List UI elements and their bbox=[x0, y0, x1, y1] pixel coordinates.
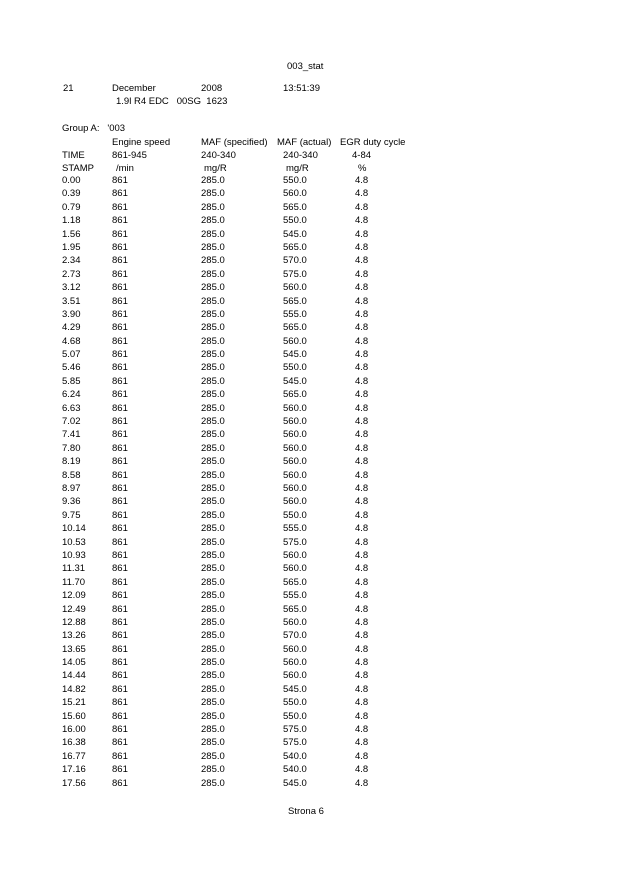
egr-duty-cell: 4.8 bbox=[355, 215, 369, 227]
time-cell: 14.82 bbox=[62, 683, 86, 695]
table-row bbox=[0, 684, 620, 697]
maf-specified-cell: 285.0 bbox=[201, 496, 225, 508]
time-cell: 5.46 bbox=[62, 362, 81, 374]
engine-speed-cell: 861 bbox=[112, 322, 128, 334]
engine-speed-cell: 861 bbox=[112, 643, 128, 655]
egr-duty-cell: 4.8 bbox=[355, 389, 369, 401]
engine-speed-cell: 861 bbox=[112, 496, 128, 508]
table-row bbox=[0, 778, 620, 791]
time-cell: 1.95 bbox=[62, 241, 81, 253]
egr-duty-cell: 4.8 bbox=[355, 442, 369, 454]
egr-duty-cell: 4.8 bbox=[355, 282, 369, 294]
time-cell: 9.75 bbox=[62, 509, 81, 521]
table-row bbox=[0, 550, 620, 563]
header-engine-speed-range: 861-945 bbox=[112, 150, 147, 161]
maf-specified-cell: 285.0 bbox=[201, 175, 225, 186]
time-cell: 6.24 bbox=[62, 389, 81, 401]
table-row bbox=[0, 737, 620, 750]
egr-duty-cell: 4.8 bbox=[355, 724, 369, 736]
table-row bbox=[0, 309, 620, 322]
engine-speed-cell: 861 bbox=[112, 416, 128, 428]
table-row bbox=[0, 644, 620, 657]
engine-speed-cell: 861 bbox=[112, 456, 128, 468]
maf-specified-cell: 285.0 bbox=[201, 375, 225, 387]
maf-actual-cell: 560.0 bbox=[283, 402, 307, 414]
maf-specified-cell: 285.0 bbox=[201, 429, 225, 441]
time-cell: 7.80 bbox=[62, 442, 81, 454]
table-row bbox=[0, 443, 620, 456]
date-year: 2008 bbox=[201, 83, 223, 94]
egr-duty-cell: 4.8 bbox=[355, 576, 369, 588]
engine-speed-cell: 861 bbox=[112, 282, 128, 294]
maf-specified-cell: 285.0 bbox=[201, 683, 225, 695]
maf-specified-cell: 285.0 bbox=[201, 215, 225, 227]
egr-duty-cell: 4.8 bbox=[355, 777, 369, 789]
table-row bbox=[0, 483, 620, 496]
maf-actual-cell: 565.0 bbox=[283, 389, 307, 401]
time-cell: 9.36 bbox=[62, 496, 81, 508]
engine-speed-cell: 861 bbox=[112, 362, 128, 374]
header-maf-actual: MAF (actual) bbox=[277, 137, 332, 148]
header-egr-range: 4-84 bbox=[352, 150, 372, 161]
egr-duty-cell: 4.8 bbox=[355, 322, 369, 334]
egr-duty-cell: 4.8 bbox=[355, 630, 369, 642]
time-cell: 17.16 bbox=[62, 764, 86, 776]
maf-specified-cell: 285.0 bbox=[201, 482, 225, 494]
maf-actual-cell: 565.0 bbox=[283, 576, 307, 588]
table-row bbox=[0, 724, 620, 737]
maf-actual-cell: 575.0 bbox=[283, 536, 307, 548]
maf-actual-cell: 560.0 bbox=[283, 563, 307, 575]
time-cell: 15.60 bbox=[62, 710, 86, 722]
time-cell: 1.56 bbox=[62, 228, 81, 240]
time-cell: 8.97 bbox=[62, 482, 81, 494]
maf-specified-cell: 285.0 bbox=[201, 188, 225, 200]
maf-actual-cell: 560.0 bbox=[283, 188, 307, 200]
engine-speed-cell: 861 bbox=[112, 349, 128, 361]
engine-speed-cell: 861 bbox=[112, 215, 128, 227]
time-cell: 15.21 bbox=[62, 697, 86, 709]
maf-specified-cell: 285.0 bbox=[201, 630, 225, 642]
table-row bbox=[0, 229, 620, 242]
maf-specified-cell: 285.0 bbox=[201, 697, 225, 709]
time-cell: 3.51 bbox=[62, 295, 81, 307]
time-stamp: 13:51:39 bbox=[283, 83, 320, 94]
egr-duty-cell: 4.8 bbox=[355, 657, 369, 669]
time-cell: 5.07 bbox=[62, 349, 81, 361]
maf-specified-cell: 285.0 bbox=[201, 576, 225, 588]
table-row bbox=[0, 188, 620, 201]
engine-speed-cell: 861 bbox=[112, 657, 128, 669]
time-cell: 7.02 bbox=[62, 416, 81, 428]
engine-speed-cell: 861 bbox=[112, 563, 128, 575]
table-row bbox=[0, 429, 620, 442]
maf-specified-cell: 285.0 bbox=[201, 469, 225, 481]
table-body bbox=[0, 175, 620, 791]
engine-speed-cell: 861 bbox=[112, 482, 128, 494]
egr-duty-cell: 4.8 bbox=[355, 469, 369, 481]
maf-specified-cell: 285.0 bbox=[201, 241, 225, 253]
table-row bbox=[0, 496, 620, 509]
header-maf-actual-unit: mg/R bbox=[286, 163, 309, 174]
time-cell: 13.26 bbox=[62, 630, 86, 642]
time-cell: 4.68 bbox=[62, 335, 81, 347]
time-cell: 14.44 bbox=[62, 670, 86, 682]
maf-actual-cell: 545.0 bbox=[283, 228, 307, 240]
egr-duty-cell: 4.8 bbox=[355, 175, 369, 186]
table-row bbox=[0, 537, 620, 550]
engine-speed-cell: 861 bbox=[112, 375, 128, 387]
egr-duty-cell: 4.8 bbox=[355, 683, 369, 695]
engine-speed-cell: 861 bbox=[112, 737, 128, 749]
egr-duty-cell: 4.8 bbox=[355, 603, 369, 615]
maf-specified-cell: 285.0 bbox=[201, 389, 225, 401]
maf-actual-cell: 560.0 bbox=[283, 456, 307, 468]
header-maf-specified-unit: mg/R bbox=[204, 163, 227, 174]
maf-specified-cell: 285.0 bbox=[201, 416, 225, 428]
table-row bbox=[0, 764, 620, 777]
time-cell: 0.79 bbox=[62, 201, 81, 213]
time-cell: 10.93 bbox=[62, 549, 86, 561]
maf-specified-cell: 285.0 bbox=[201, 657, 225, 669]
header-maf-specified: MAF (specified) bbox=[201, 137, 268, 148]
time-cell: 17.56 bbox=[62, 777, 86, 789]
time-cell: 12.88 bbox=[62, 616, 86, 628]
maf-actual-cell: 545.0 bbox=[283, 777, 307, 789]
table-row bbox=[0, 510, 620, 523]
maf-specified-cell: 285.0 bbox=[201, 402, 225, 414]
maf-actual-cell: 545.0 bbox=[283, 375, 307, 387]
maf-actual-cell: 560.0 bbox=[283, 429, 307, 441]
maf-actual-cell: 560.0 bbox=[283, 616, 307, 628]
egr-duty-cell: 4.8 bbox=[355, 496, 369, 508]
engine-speed-cell: 861 bbox=[112, 429, 128, 441]
egr-duty-cell: 4.8 bbox=[355, 710, 369, 722]
maf-specified-cell: 285.0 bbox=[201, 228, 225, 240]
time-cell: 10.14 bbox=[62, 523, 86, 535]
header-maf-specified-range: 240-340 bbox=[201, 150, 236, 161]
maf-actual-cell: 560.0 bbox=[283, 643, 307, 655]
egr-duty-cell: 4.8 bbox=[355, 308, 369, 320]
table-row bbox=[0, 751, 620, 764]
table-row bbox=[0, 657, 620, 670]
time-cell: 13.65 bbox=[62, 643, 86, 655]
maf-actual-cell: 575.0 bbox=[283, 724, 307, 736]
egr-duty-cell: 4.8 bbox=[355, 295, 369, 307]
maf-actual-cell: 570.0 bbox=[283, 630, 307, 642]
engine-speed-cell: 861 bbox=[112, 724, 128, 736]
engine-speed-cell: 861 bbox=[112, 175, 128, 186]
engine-speed-cell: 861 bbox=[112, 308, 128, 320]
maf-specified-cell: 285.0 bbox=[201, 308, 225, 320]
maf-specified-cell: 285.0 bbox=[201, 590, 225, 602]
time-cell: 8.19 bbox=[62, 456, 81, 468]
maf-actual-cell: 560.0 bbox=[283, 670, 307, 682]
time-cell: 6.63 bbox=[62, 402, 81, 414]
maf-specified-cell: 285.0 bbox=[201, 335, 225, 347]
table-row bbox=[0, 563, 620, 576]
egr-duty-cell: 4.8 bbox=[355, 416, 369, 428]
maf-actual-cell: 560.0 bbox=[283, 442, 307, 454]
time-cell: 2.73 bbox=[62, 268, 81, 280]
engine-speed-cell: 861 bbox=[112, 268, 128, 280]
table-row bbox=[0, 175, 620, 188]
table-row bbox=[0, 202, 620, 215]
table-row bbox=[0, 362, 620, 375]
egr-duty-cell: 4.8 bbox=[355, 456, 369, 468]
maf-actual-cell: 540.0 bbox=[283, 750, 307, 762]
time-cell: 4.29 bbox=[62, 322, 81, 334]
table-row bbox=[0, 349, 620, 362]
header-engine-speed-unit: /min bbox=[116, 163, 134, 174]
document-title: 003_stat bbox=[287, 61, 324, 72]
maf-actual-cell: 565.0 bbox=[283, 241, 307, 253]
table-row bbox=[0, 215, 620, 228]
maf-actual-cell: 555.0 bbox=[283, 523, 307, 535]
table-row bbox=[0, 376, 620, 389]
maf-specified-cell: 285.0 bbox=[201, 523, 225, 535]
time-cell: 11.31 bbox=[62, 563, 86, 575]
maf-specified-cell: 285.0 bbox=[201, 750, 225, 762]
maf-specified-cell: 285.0 bbox=[201, 724, 225, 736]
maf-actual-cell: 550.0 bbox=[283, 215, 307, 227]
maf-specified-cell: 285.0 bbox=[201, 710, 225, 722]
engine-speed-cell: 861 bbox=[112, 670, 128, 682]
engine-speed-cell: 861 bbox=[112, 509, 128, 521]
egr-duty-cell: 4.8 bbox=[355, 429, 369, 441]
maf-actual-cell: 555.0 bbox=[283, 590, 307, 602]
maf-actual-cell: 560.0 bbox=[283, 416, 307, 428]
egr-duty-cell: 4.8 bbox=[355, 255, 369, 267]
maf-actual-cell: 555.0 bbox=[283, 308, 307, 320]
date-month: December bbox=[112, 83, 156, 94]
egr-duty-cell: 4.8 bbox=[355, 563, 369, 575]
engine-speed-cell: 861 bbox=[112, 576, 128, 588]
table-row bbox=[0, 523, 620, 536]
time-cell: 5.85 bbox=[62, 375, 81, 387]
egr-duty-cell: 4.8 bbox=[355, 241, 369, 253]
time-cell: 3.90 bbox=[62, 308, 81, 320]
engine-speed-cell: 861 bbox=[112, 697, 128, 709]
maf-specified-cell: 285.0 bbox=[201, 509, 225, 521]
egr-duty-cell: 4.8 bbox=[355, 509, 369, 521]
maf-actual-cell: 550.0 bbox=[283, 175, 307, 186]
table-row bbox=[0, 617, 620, 630]
maf-actual-cell: 560.0 bbox=[283, 469, 307, 481]
time-cell: 7.41 bbox=[62, 429, 81, 441]
engine-speed-cell: 861 bbox=[112, 616, 128, 628]
egr-duty-cell: 4.8 bbox=[355, 643, 369, 655]
egr-duty-cell: 4.8 bbox=[355, 268, 369, 280]
maf-specified-cell: 285.0 bbox=[201, 201, 225, 213]
date-day: 21 bbox=[63, 83, 74, 94]
engine-speed-cell: 861 bbox=[112, 442, 128, 454]
table-row bbox=[0, 711, 620, 724]
engine-speed-cell: 861 bbox=[112, 389, 128, 401]
maf-actual-cell: 545.0 bbox=[283, 683, 307, 695]
table-row bbox=[0, 470, 620, 483]
egr-duty-cell: 4.8 bbox=[355, 201, 369, 213]
maf-actual-cell: 575.0 bbox=[283, 268, 307, 280]
egr-duty-cell: 4.8 bbox=[355, 523, 369, 535]
engine-speed-cell: 861 bbox=[112, 630, 128, 642]
maf-specified-cell: 285.0 bbox=[201, 549, 225, 561]
engine-speed-cell: 861 bbox=[112, 549, 128, 561]
table-row bbox=[0, 604, 620, 617]
table-row bbox=[0, 456, 620, 469]
maf-actual-cell: 545.0 bbox=[283, 349, 307, 361]
table-row bbox=[0, 577, 620, 590]
table-row bbox=[0, 416, 620, 429]
engine-speed-cell: 861 bbox=[112, 590, 128, 602]
maf-specified-cell: 285.0 bbox=[201, 643, 225, 655]
time-cell: 12.09 bbox=[62, 590, 86, 602]
engine-code: 1.9l R4 EDC 00SG 1623 bbox=[116, 96, 228, 107]
maf-actual-cell: 565.0 bbox=[283, 603, 307, 615]
maf-actual-cell: 550.0 bbox=[283, 710, 307, 722]
maf-specified-cell: 285.0 bbox=[201, 282, 225, 294]
time-cell: 1.18 bbox=[62, 215, 81, 227]
header-maf-actual-range: 240-340 bbox=[283, 150, 318, 161]
maf-specified-cell: 285.0 bbox=[201, 349, 225, 361]
header-egr-duty-cycle: EGR duty cycle bbox=[340, 137, 406, 148]
group-label: Group A: '003 bbox=[62, 123, 126, 134]
time-cell: 3.12 bbox=[62, 282, 81, 294]
engine-speed-cell: 861 bbox=[112, 777, 128, 789]
time-cell: 2.34 bbox=[62, 255, 81, 267]
maf-specified-cell: 285.0 bbox=[201, 322, 225, 334]
egr-duty-cell: 4.8 bbox=[355, 764, 369, 776]
maf-actual-cell: 565.0 bbox=[283, 322, 307, 334]
egr-duty-cell: 4.8 bbox=[355, 590, 369, 602]
egr-duty-cell: 4.8 bbox=[355, 536, 369, 548]
maf-specified-cell: 285.0 bbox=[201, 536, 225, 548]
table-row bbox=[0, 242, 620, 255]
maf-specified-cell: 285.0 bbox=[201, 563, 225, 575]
maf-specified-cell: 285.0 bbox=[201, 737, 225, 749]
egr-duty-cell: 4.8 bbox=[355, 670, 369, 682]
maf-specified-cell: 285.0 bbox=[201, 295, 225, 307]
egr-duty-cell: 4.8 bbox=[355, 616, 369, 628]
maf-specified-cell: 285.0 bbox=[201, 362, 225, 374]
engine-speed-cell: 861 bbox=[112, 710, 128, 722]
egr-duty-cell: 4.8 bbox=[355, 697, 369, 709]
table-row bbox=[0, 296, 620, 309]
maf-actual-cell: 560.0 bbox=[283, 482, 307, 494]
engine-speed-cell: 861 bbox=[112, 228, 128, 240]
maf-actual-cell: 560.0 bbox=[283, 657, 307, 669]
egr-duty-cell: 4.8 bbox=[355, 362, 369, 374]
table-row bbox=[0, 670, 620, 683]
egr-duty-cell: 4.8 bbox=[355, 335, 369, 347]
egr-duty-cell: 4.8 bbox=[355, 750, 369, 762]
table-row bbox=[0, 322, 620, 335]
table-row bbox=[0, 255, 620, 268]
table-row bbox=[0, 269, 620, 282]
maf-actual-cell: 540.0 bbox=[283, 764, 307, 776]
maf-specified-cell: 285.0 bbox=[201, 456, 225, 468]
engine-speed-cell: 861 bbox=[112, 536, 128, 548]
time-cell: 16.00 bbox=[62, 724, 86, 736]
engine-speed-cell: 861 bbox=[112, 335, 128, 347]
table-row bbox=[0, 403, 620, 416]
page-footer: Strona 6 bbox=[288, 806, 324, 817]
maf-actual-cell: 565.0 bbox=[283, 295, 307, 307]
egr-duty-cell: 4.8 bbox=[355, 188, 369, 200]
table-row bbox=[0, 336, 620, 349]
egr-duty-cell: 4.8 bbox=[355, 375, 369, 387]
maf-actual-cell: 550.0 bbox=[283, 697, 307, 709]
maf-actual-cell: 560.0 bbox=[283, 282, 307, 294]
egr-duty-cell: 4.8 bbox=[355, 549, 369, 561]
engine-speed-cell: 861 bbox=[112, 523, 128, 535]
engine-speed-cell: 861 bbox=[112, 201, 128, 213]
maf-actual-cell: 565.0 bbox=[283, 201, 307, 213]
egr-duty-cell: 4.8 bbox=[355, 482, 369, 494]
table-row bbox=[0, 630, 620, 643]
engine-speed-cell: 861 bbox=[112, 764, 128, 776]
engine-speed-cell: 861 bbox=[112, 188, 128, 200]
time-cell: 16.38 bbox=[62, 737, 86, 749]
maf-specified-cell: 285.0 bbox=[201, 268, 225, 280]
maf-actual-cell: 575.0 bbox=[283, 737, 307, 749]
time-cell: 12.49 bbox=[62, 603, 86, 615]
engine-speed-cell: 861 bbox=[112, 469, 128, 481]
time-cell: 8.58 bbox=[62, 469, 81, 481]
engine-speed-cell: 861 bbox=[112, 255, 128, 267]
maf-specified-cell: 285.0 bbox=[201, 255, 225, 267]
egr-duty-cell: 4.8 bbox=[355, 402, 369, 414]
egr-duty-cell: 4.8 bbox=[355, 737, 369, 749]
time-cell: 14.05 bbox=[62, 657, 86, 669]
egr-duty-cell: 4.8 bbox=[355, 228, 369, 240]
maf-specified-cell: 285.0 bbox=[201, 764, 225, 776]
engine-speed-cell: 861 bbox=[112, 295, 128, 307]
header-engine-speed: Engine speed bbox=[112, 137, 171, 148]
time-cell: 16.77 bbox=[62, 750, 86, 762]
maf-specified-cell: 285.0 bbox=[201, 603, 225, 615]
header-stamp: STAMP bbox=[62, 163, 95, 174]
maf-specified-cell: 285.0 bbox=[201, 777, 225, 789]
engine-speed-cell: 861 bbox=[112, 241, 128, 253]
engine-speed-cell: 861 bbox=[112, 683, 128, 695]
engine-speed-cell: 861 bbox=[112, 402, 128, 414]
table-row bbox=[0, 697, 620, 710]
maf-specified-cell: 285.0 bbox=[201, 670, 225, 682]
maf-specified-cell: 285.0 bbox=[201, 442, 225, 454]
time-cell: 10.53 bbox=[62, 536, 86, 548]
time-cell: 11.70 bbox=[62, 576, 86, 588]
maf-actual-cell: 550.0 bbox=[283, 509, 307, 521]
maf-actual-cell: 560.0 bbox=[283, 496, 307, 508]
maf-actual-cell: 560.0 bbox=[283, 549, 307, 561]
table-row bbox=[0, 282, 620, 295]
engine-speed-cell: 861 bbox=[112, 603, 128, 615]
table-row bbox=[0, 590, 620, 603]
header-time: TIME bbox=[62, 150, 85, 161]
engine-speed-cell: 861 bbox=[112, 750, 128, 762]
header-egr-unit: % bbox=[358, 163, 367, 174]
time-cell: 0.00 bbox=[62, 175, 81, 186]
maf-actual-cell: 560.0 bbox=[283, 335, 307, 347]
egr-duty-cell: 4.8 bbox=[355, 349, 369, 361]
maf-actual-cell: 570.0 bbox=[283, 255, 307, 267]
table-row bbox=[0, 389, 620, 402]
maf-actual-cell: 550.0 bbox=[283, 362, 307, 374]
time-cell: 0.39 bbox=[62, 188, 81, 200]
maf-specified-cell: 285.0 bbox=[201, 616, 225, 628]
